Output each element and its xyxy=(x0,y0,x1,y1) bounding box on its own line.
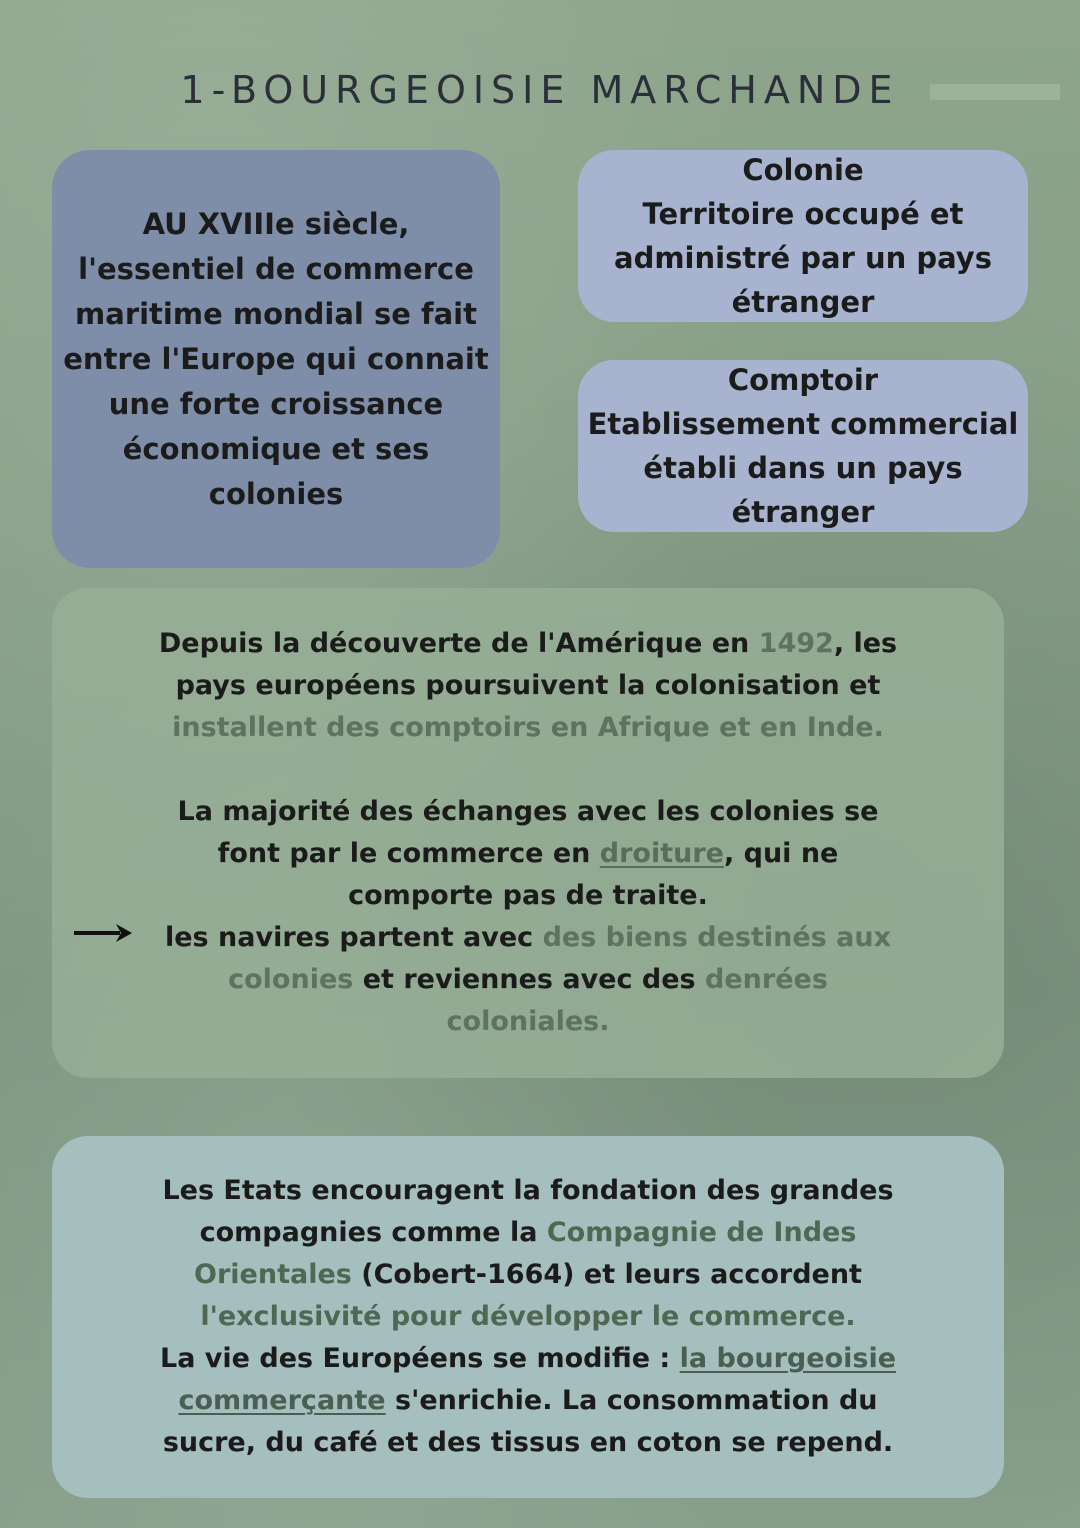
droiture-term: droiture xyxy=(599,838,724,869)
definition-line: Etablissement commercial xyxy=(587,407,1019,441)
definition-line: administré par un pays xyxy=(614,241,992,275)
text-span: s'enrichie. La consommation du sucre, du café et des tissus en coton se repend. xyxy=(162,1385,894,1458)
text-span: et reviennes avec des xyxy=(353,964,706,995)
definition-colonie xyxy=(578,150,1028,322)
colonization-box xyxy=(52,588,1004,1078)
colonization-paragraph xyxy=(142,623,914,749)
comptoirs-highlight: installent des comptoirs en Afrique et en Inde. xyxy=(172,712,884,743)
text-span: les navires partent avec xyxy=(164,922,543,953)
definition-comptoir xyxy=(578,360,1028,532)
goods-highlight: des biens destinés aux colonies xyxy=(228,922,891,995)
year-highlight: 1492 xyxy=(758,628,834,659)
text-span: La majorité des échanges avec les colonies se font par le commerce en xyxy=(177,796,879,869)
context-line: économique et ses xyxy=(122,431,430,466)
definition-term: Comptoir xyxy=(727,363,879,397)
bourgeoisie-paragraph xyxy=(132,1338,924,1464)
page-title: 1-BOURGEOISIE MARCHANDE xyxy=(180,68,900,112)
context-line: l'essentiel de commerce xyxy=(78,251,474,286)
text-span: , qui ne comporte pas de traite. xyxy=(348,838,839,911)
context-line: maritime mondial se fait xyxy=(75,296,477,331)
context-line: entre l'Europe qui connait xyxy=(63,341,489,376)
context-line: une forte croissance xyxy=(108,386,444,421)
text-span: (Cobert-1664) et leurs accordent xyxy=(351,1259,862,1290)
exclusivite-highlight: l'exclusivité pour développer le commerce. xyxy=(200,1301,856,1332)
text-span: La vie des Européens se modifie : xyxy=(159,1343,680,1374)
text-span: , les pays européens poursuivent la colonisation et xyxy=(175,628,898,701)
droiture-paragraph xyxy=(142,791,914,917)
bourgeoisie-term: la bourgeoisie commerçante xyxy=(178,1343,897,1416)
context-line: colonies xyxy=(208,476,344,511)
title-decoration xyxy=(930,84,1060,100)
compagnie-highlight: Compagnie de Indes Orientales xyxy=(194,1217,857,1290)
text-span: Les Etats encouragent la fondation des grandes compagnies comme la xyxy=(162,1175,894,1248)
definition-term: Colonie xyxy=(742,153,864,187)
definition-line: établi dans un pays xyxy=(643,451,963,485)
companies-paragraph xyxy=(132,1170,924,1338)
context-box xyxy=(52,150,500,568)
definition-line: étranger xyxy=(731,285,875,319)
definition-line: Territoire occupé et xyxy=(642,197,964,231)
definition-line: étranger xyxy=(731,495,875,529)
text-span: Depuis la découverte de l'Amérique en xyxy=(158,628,759,659)
denrees-highlight: denrées coloniales. xyxy=(446,964,828,1037)
companies-box xyxy=(52,1136,1004,1498)
context-line: AU XVIIIe siècle, xyxy=(142,206,410,241)
right-arrow-icon xyxy=(72,918,134,948)
ships-paragraph xyxy=(142,917,914,1043)
